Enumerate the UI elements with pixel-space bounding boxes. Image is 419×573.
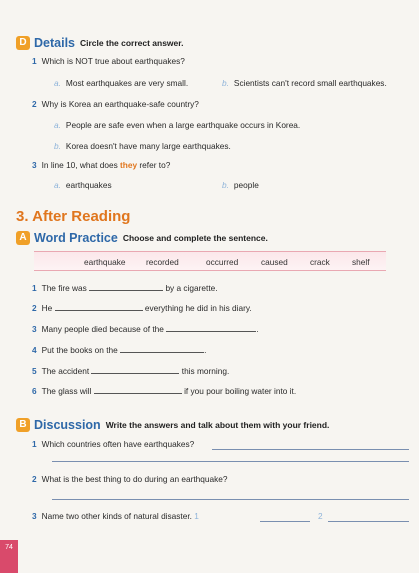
word-practice-sentence-1: 1 The fire was by a cigarette. [32, 283, 218, 293]
answer-label-2: 2 [318, 511, 323, 521]
word-practice-sentence-3: 3 Many people died because of the . [32, 324, 259, 334]
discussion-badge: B [16, 418, 30, 432]
discussion-header [16, 418, 329, 432]
word-bank-item: shelf [352, 257, 370, 267]
word-bank-item: crack [310, 257, 330, 267]
answer-blank[interactable] [120, 345, 204, 353]
word-bank-item: occurred [206, 257, 239, 267]
details-question-2: 2 Why is Korea an earthquake-safe country? [32, 99, 199, 109]
answer-line[interactable] [52, 461, 409, 462]
answer-blank[interactable] [55, 303, 143, 311]
answer-line[interactable] [52, 499, 409, 500]
details-question-3: 3 In line 10, what does they refer to? [32, 160, 171, 170]
discussion-question-3: 3 Name two other kinds of natural disaster. 1 [32, 511, 199, 521]
answer-label-1: 1 [194, 511, 199, 521]
answer-line[interactable] [328, 521, 409, 522]
discussion-question-2: 2 What is the best thing to do during an earthquake? [32, 474, 228, 484]
word-practice-sentence-4: 4 Put the books on the . [32, 345, 207, 355]
answer-blank[interactable] [89, 283, 163, 291]
discussion-title: Discussion [34, 418, 101, 432]
word-practice-sentence-5: 5 The accident this morning. [32, 366, 230, 376]
details-q2-option-a[interactable]: a. People are safe even when a large earthquake occurs in Korea. [54, 120, 301, 130]
word-practice-title: Word Practice [34, 231, 118, 245]
details-title: Details [34, 36, 75, 50]
details-question-1: 1 Which is NOT true about earthquakes? [32, 56, 185, 66]
word-practice-header [16, 231, 268, 245]
details-q1-option-a[interactable]: a. Most earthquakes are very small. [54, 78, 189, 88]
word-practice-badge: A [16, 231, 30, 245]
word-practice-instruction: Choose and complete the sentence. [122, 233, 268, 243]
word-bank [34, 251, 386, 271]
details-q2-option-b[interactable]: b. Korea doesn't have many large earthquakes. [54, 141, 231, 151]
details-q1-option-b[interactable]: b. Scientists can't record small earthquakes. [222, 78, 387, 88]
answer-line[interactable] [212, 449, 409, 450]
details-instruction: Circle the correct answer. [80, 38, 184, 48]
discussion-instruction: Write the answers and talk about them with your friend. [105, 420, 330, 430]
word-practice-sentence-6: 6 The glass will if you pour boiling water into it. [32, 386, 297, 396]
details-badge: D [16, 36, 30, 50]
word-bank-item: recorded [146, 257, 179, 267]
page-number: 74 [0, 540, 18, 573]
answer-line[interactable] [260, 521, 310, 522]
word-bank-item: earthquake [84, 257, 126, 267]
answer-blank[interactable] [94, 386, 182, 394]
discussion-question-1: 1 Which countries often have earthquakes? [32, 439, 195, 449]
word-practice-sentence-2: 2 He everything he did in his diary. [32, 303, 252, 313]
details-header [16, 36, 183, 50]
answer-blank[interactable] [166, 324, 256, 332]
after-reading-title: 3. After Reading [16, 208, 131, 225]
answer-blank[interactable] [91, 366, 179, 374]
details-q3-option-a[interactable]: a. earthquakes [54, 180, 112, 190]
details-q3-option-b[interactable]: b. people [222, 180, 259, 190]
word-bank-item: caused [261, 257, 288, 267]
